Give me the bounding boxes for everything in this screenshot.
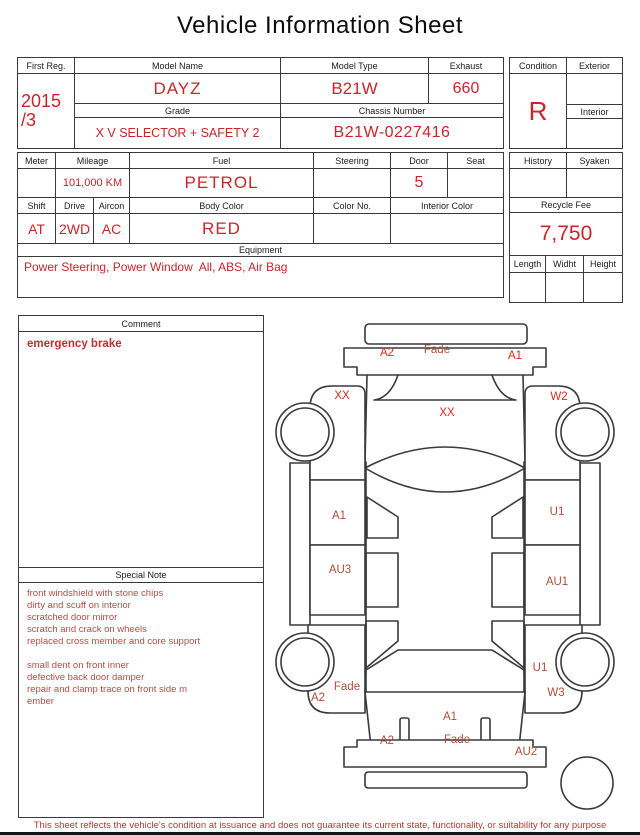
door-value: 5 bbox=[390, 168, 448, 198]
exterior-value bbox=[566, 73, 623, 105]
widht-value bbox=[545, 272, 584, 303]
comment-header: Comment bbox=[19, 316, 263, 332]
mileage-label: Mileage bbox=[55, 152, 130, 169]
interior-color-value bbox=[390, 213, 504, 244]
special-note-text bbox=[27, 588, 257, 708]
history-label: History bbox=[509, 152, 567, 169]
special-note-line: repair and clamp trace on front side m bbox=[27, 684, 187, 695]
height-value bbox=[583, 272, 623, 303]
page-title: Vehicle Information Sheet bbox=[176, 12, 463, 39]
damage-label-right-quarter: W3 bbox=[547, 687, 565, 699]
comment-text: emergency brake bbox=[27, 338, 122, 350]
car-condition-diagram bbox=[270, 310, 640, 820]
special-note-header: Special Note bbox=[19, 567, 263, 583]
shift-label: Shift bbox=[17, 197, 56, 214]
damage-label-tailgate: A1 bbox=[442, 711, 458, 723]
damage-label-rear-bumper-center: Fade bbox=[443, 734, 471, 746]
body-color-value: RED bbox=[129, 213, 314, 244]
damage-label-rear-bumper-right: AU2 bbox=[514, 746, 538, 758]
widht-label: Widht bbox=[545, 255, 584, 273]
damage-label-front-bumper-left: A2 bbox=[379, 347, 395, 359]
damage-label-right-rear-door: AU1 bbox=[545, 576, 569, 588]
damage-label-front-bumper-center: Fade bbox=[423, 344, 451, 356]
length-label: Length bbox=[509, 255, 546, 273]
grade-label: Grade bbox=[74, 103, 281, 118]
fuel-label: Fuel bbox=[129, 152, 314, 169]
damage-label-right-front-door: U1 bbox=[549, 506, 565, 518]
grade-value: X V SELECTOR + SAFETY 2 bbox=[74, 117, 281, 149]
first-reg-month: /3 bbox=[21, 110, 37, 130]
special-note-line: scratched door mirror bbox=[27, 612, 118, 623]
exhaust-value: 660 bbox=[428, 73, 504, 104]
recycle-fee-value: 7,750 bbox=[509, 212, 623, 256]
shift-value: AT bbox=[17, 213, 56, 244]
first-reg-year: 2015 bbox=[21, 91, 62, 111]
model-name-value: DAYZ bbox=[74, 73, 281, 104]
height-label: Height bbox=[583, 255, 623, 273]
model-type-label: Model Type bbox=[280, 57, 429, 74]
comment-box bbox=[18, 315, 264, 818]
mileage-value: 101,000 KM bbox=[55, 168, 130, 198]
exhaust-label: Exhaust bbox=[428, 57, 504, 74]
condition-label: Condition bbox=[509, 57, 567, 74]
special-note-line: scratch and crack on wheels bbox=[27, 624, 147, 635]
door-label: Door bbox=[390, 152, 448, 169]
meter-value bbox=[17, 168, 56, 198]
fuel-value: PETROL bbox=[129, 168, 314, 198]
chassis-number-value: B21W-0227416 bbox=[280, 117, 504, 149]
model-type-value: B21W bbox=[280, 73, 429, 104]
first-reg-label: First Reg. bbox=[17, 57, 75, 74]
interior-label: Interior bbox=[566, 104, 623, 119]
aircon-label: Aircon bbox=[93, 197, 130, 214]
disclaimer-text: This sheet reflects the vehicle's condition at issuance and does not guarantee its current state, functionality, or suitability for any purpose bbox=[33, 820, 607, 831]
length-value bbox=[509, 272, 546, 303]
special-note-line: dirty and scuff on interior bbox=[27, 600, 131, 611]
steering-label: Steering bbox=[313, 152, 391, 169]
syaken-label: Syaken bbox=[566, 152, 623, 169]
chassis-number-label: Chassis Number bbox=[280, 103, 504, 118]
condition-value: R bbox=[509, 73, 567, 149]
equipment-value: Power Steering, Power Window All, ABS, Air Bag bbox=[17, 256, 504, 298]
model-name-label: Model Name bbox=[74, 57, 281, 74]
meter-label: Meter bbox=[17, 152, 56, 169]
special-note-line: replaced cross member and core support bbox=[27, 636, 201, 647]
special-note-line: front windshield with stone chips bbox=[27, 588, 164, 599]
first-reg-value bbox=[17, 73, 75, 149]
body-color-label: Body Color bbox=[129, 197, 314, 214]
damage-label-front-bumper-right: A1 bbox=[507, 350, 523, 362]
exterior-label: Exterior bbox=[566, 57, 623, 74]
special-note-line: small dent on front inner bbox=[27, 660, 129, 671]
drive-label: Drive bbox=[55, 197, 94, 214]
damage-label-left-front-door: A1 bbox=[331, 510, 347, 522]
aircon-value: AC bbox=[93, 213, 130, 244]
drive-value: 2WD bbox=[55, 213, 94, 244]
special-note-line: defective back door damper bbox=[27, 672, 145, 683]
interior-value bbox=[566, 118, 623, 149]
damage-label-left-rear-door: AU3 bbox=[328, 564, 352, 576]
color-no-label: Color No. bbox=[313, 197, 391, 214]
damage-label-left-fender: XX bbox=[334, 390, 350, 402]
damage-label-left-quarter: A2 bbox=[310, 692, 326, 704]
recycle-fee-label: Recycle Fee bbox=[509, 197, 623, 213]
damage-label-right-quarter-upper: U1 bbox=[532, 662, 548, 674]
history-value bbox=[509, 168, 567, 198]
special-note-line: ember bbox=[27, 696, 54, 707]
seat-label: Seat bbox=[447, 152, 504, 169]
seat-value bbox=[447, 168, 504, 198]
interior-color-label: Interior Color bbox=[390, 197, 504, 214]
damage-label-left-quarter-fade: Fade bbox=[333, 681, 361, 693]
damage-label-rear-bumper-left: A2 bbox=[379, 735, 395, 747]
equipment-label: Equipment bbox=[17, 243, 504, 257]
color-no-value bbox=[313, 213, 391, 244]
damage-label-hood: XX bbox=[439, 407, 455, 419]
steering-value bbox=[313, 168, 391, 198]
damage-label-right-fender: W2 bbox=[550, 391, 568, 403]
syaken-value bbox=[566, 168, 623, 198]
